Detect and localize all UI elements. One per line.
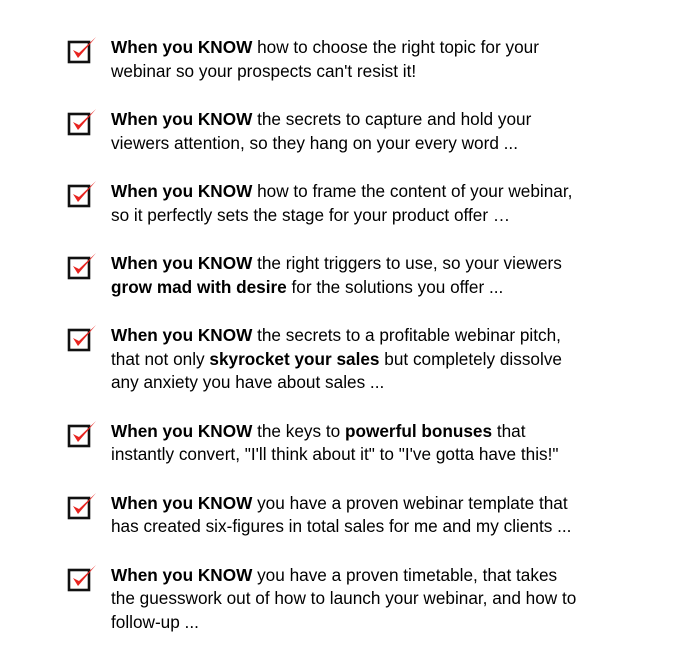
benefit-line: so it perfectly sets the stage for your product offer … (111, 204, 511, 225)
benefit-text (111, 252, 651, 299)
list-item (67, 180, 667, 227)
checkbox-checked-icon (67, 108, 99, 136)
benefit-line: how to frame the content of your webinar, (252, 181, 573, 201)
benefit-text (111, 36, 651, 83)
benefit-text (111, 564, 651, 635)
checkbox-checked-icon (67, 252, 99, 280)
list-item (67, 492, 667, 539)
benefit-line: you have a proven timetable, that takes (252, 564, 558, 585)
benefit-line: any anxiety you have about sales ... (111, 372, 385, 392)
benefit-lead: When you KNOW (111, 420, 253, 441)
benefit-lead: When you KNOW (111, 37, 253, 57)
benefit-line: has created six-figures in total sales for me and my clients ... (111, 516, 572, 536)
checkbox-checked-icon (67, 180, 99, 208)
benefit-lead: When you KNOW (111, 181, 253, 201)
checkbox-checked-icon (67, 564, 99, 592)
benefit-line: instantly convert, "I'll think about it" to "I've gotta have this!" (111, 444, 559, 464)
benefit-checklist (67, 36, 667, 659)
benefit-emphasis: powerful bonuses (344, 420, 493, 441)
benefit-line: follow-up ... (111, 611, 199, 632)
benefit-lead: When you KNOW (111, 253, 253, 273)
benefit-text (111, 108, 651, 155)
benefit-line: the keys to (252, 420, 345, 441)
benefit-lead: When you KNOW (111, 109, 253, 129)
benefit-emphasis: grow mad with desire (111, 276, 287, 297)
checkbox-checked-icon (67, 492, 99, 520)
benefit-lead: When you KNOW (111, 564, 253, 585)
benefit-line: that not only (111, 348, 210, 369)
checkbox-checked-icon (67, 420, 99, 448)
benefit-line: the secrets to a profitable webinar pitch, (252, 325, 561, 345)
benefit-text (111, 180, 651, 227)
benefit-line: for the solutions you offer ... (286, 276, 504, 297)
benefit-lead: When you KNOW (111, 492, 253, 513)
benefit-line: how to choose the right topic for your (252, 37, 539, 57)
list-item (67, 564, 667, 635)
benefit-text (111, 324, 651, 395)
benefit-line: the secrets to capture and hold your (252, 109, 532, 129)
benefit-line: that (492, 420, 526, 441)
benefit-text (111, 492, 651, 539)
benefit-lead: When you KNOW (111, 325, 253, 345)
benefit-text (111, 420, 651, 467)
list-item (67, 252, 667, 299)
list-item (67, 36, 667, 83)
checkbox-checked-icon (67, 36, 99, 64)
benefit-line: webinar so your prospects can't resist it! (111, 60, 417, 81)
benefit-line: you have a proven webinar template that (252, 492, 568, 513)
list-item (67, 324, 667, 395)
benefit-line: the right triggers to use, so your viewers (252, 253, 562, 273)
checkbox-checked-icon (67, 324, 99, 352)
benefit-emphasis: skyrocket your sales (209, 348, 380, 369)
benefit-line: viewers attention, so they hang on your every word ... (111, 132, 518, 153)
benefit-line: but completely dissolve (379, 348, 562, 369)
benefit-line: the guesswork out of how to launch your webinar, and how to (111, 588, 577, 608)
list-item (67, 108, 667, 155)
list-item (67, 420, 667, 467)
